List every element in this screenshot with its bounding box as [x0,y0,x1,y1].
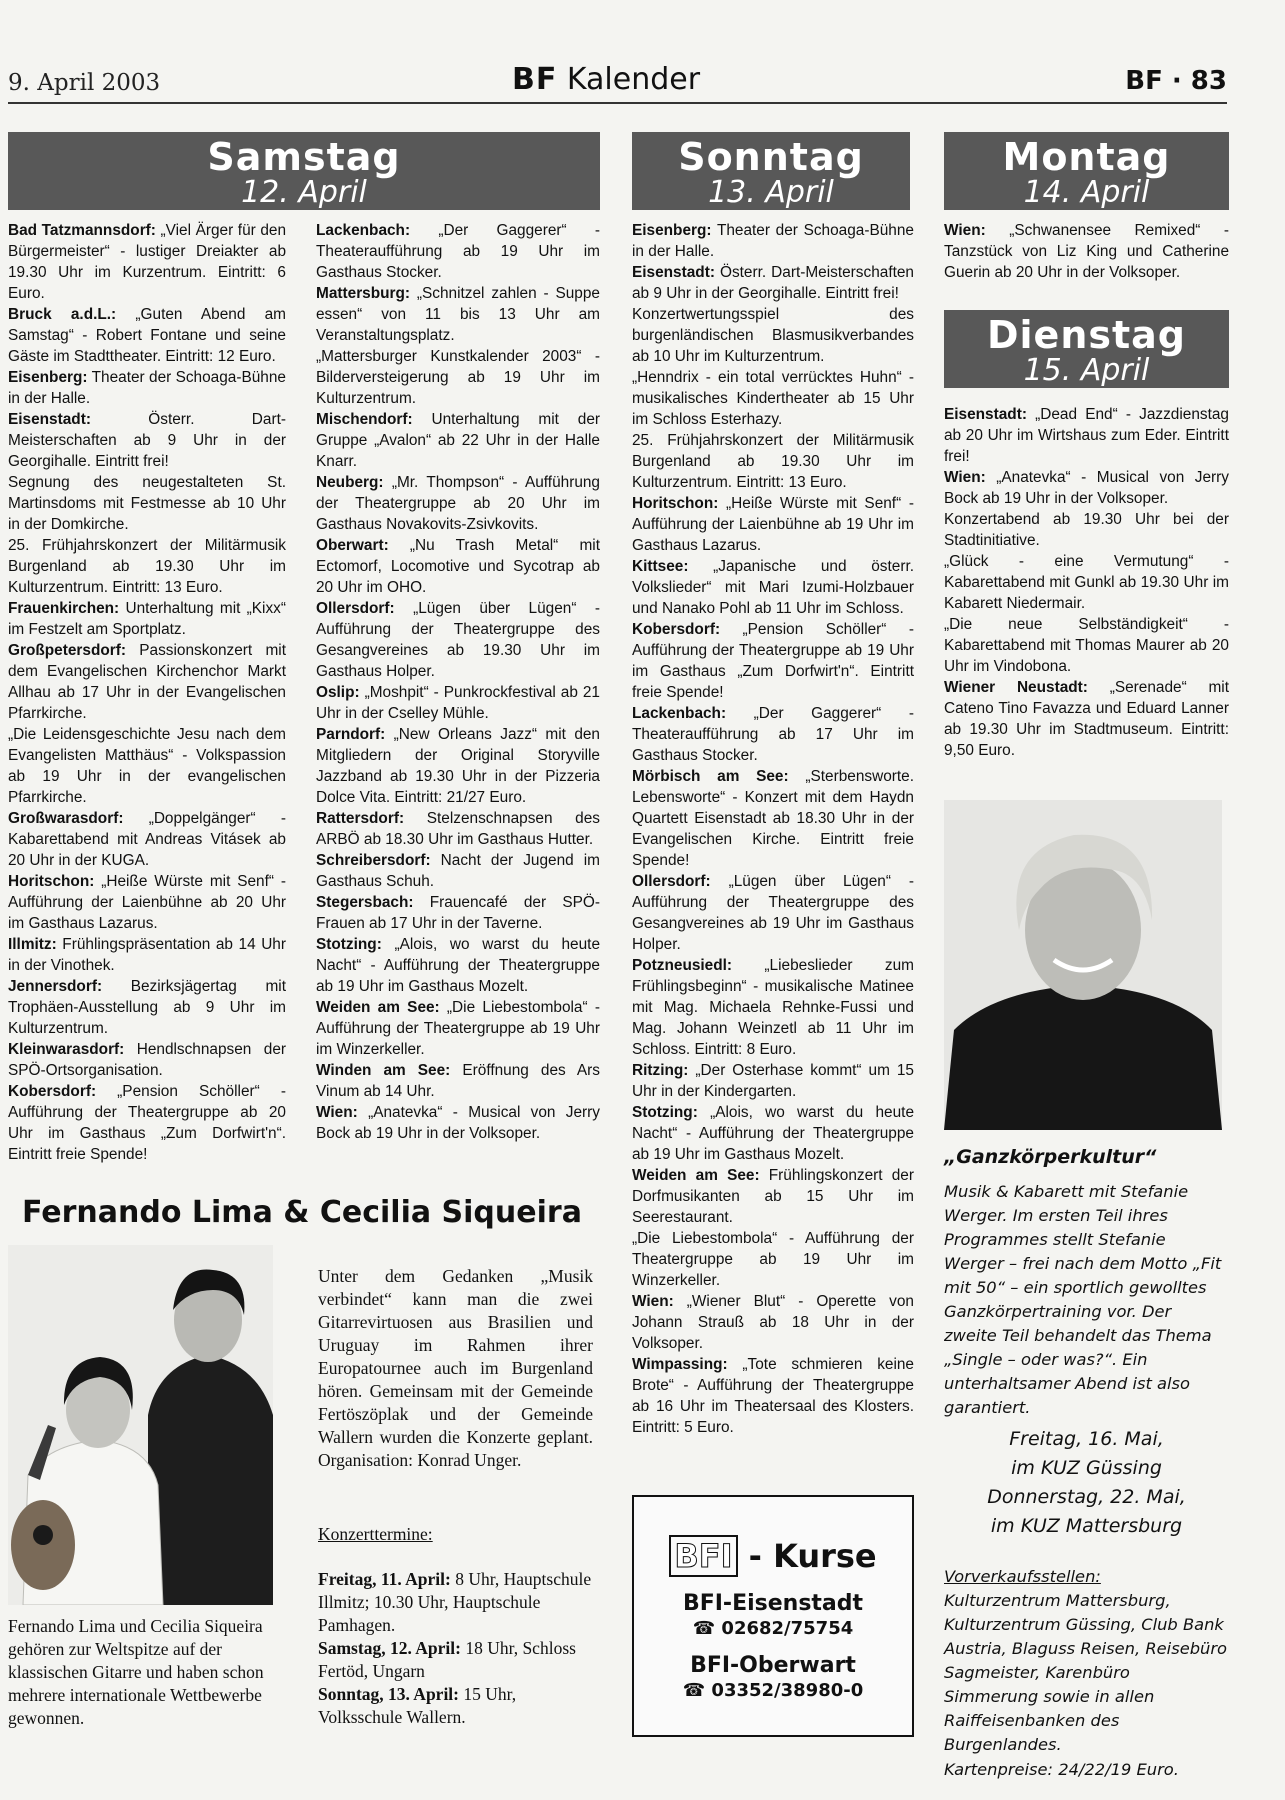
event-entry [632,1102,914,1165]
event-text: „Anatevka“ - Musical von Jerry Bock ab 19 Uhr in der Volksoper. [944,469,1229,507]
montag-events [944,220,1229,283]
event-entry [316,1102,600,1144]
feature-title: Fernando Lima & Cecilia Siqueira [22,1195,582,1230]
event-text: Hendlschnapsen der SPÖ-Ortsorganisation. [8,1041,286,1079]
werger-text: Musik & Kabarett mit Stefanie Werger. Im ersten Teil ihres Programmes stellt Stefanie Werger – frei nach dem Motto „Fit mit 50“ – ein sportlich gewolltes Ganzkörpertraining vor. Der zweite Teil behandelt das Thema „Single – oder was?“. Ein unterhaltsamer Abend ist also garantiert. [944,1182,1222,1417]
event-place: Mischendorf: [316,411,413,428]
day-header-montag [944,132,1229,210]
event-text: „Japanische und österr. Volkslieder“ mit Mari Izumi-Holzbauer und Nanako Pohl ab 11 Uhr im Schloss. [632,558,914,617]
event-text: „Alois, wo warst du heute Nacht“ - Aufführung der Theatergruppe ab 19 Uhr im Gasthaus Mozelt. [632,1104,914,1163]
event-text: „Pension Schöller“ -Aufführung der Theatergruppe ab 19 Uhr im Gasthaus „Zum Dorfwirt'n“. Eintritt freie Spende! [632,621,914,701]
event-text: Bezirksjägertag mit Trophäen-Ausstellung ab 9 Uhr im Kulturzentrum. [8,978,286,1037]
event-text: „Henndrix - ein total verrücktes Huhn“ - musikalisches Kindertheater ab 15 Uhr im Schloss Esterhazy. [632,369,914,428]
event-entry [8,808,286,871]
event-text: „Guten Abend am Samstag“ - Robert Fontane und seine Gäste im Stadttheater. Eintritt: 12 Euro. [8,306,286,365]
event-entry [632,430,914,493]
event-place: Frauenkirchen: [8,600,120,617]
event-place: Oberwart: [316,537,389,554]
event-entry [632,619,914,703]
event-place: Eisenstadt: [632,264,715,281]
termin-text: 18 Uhr, Schloss Fertöd, Ungarn [318,1638,576,1681]
event-entry [632,262,914,304]
event-place: Wien: [944,222,986,239]
event-text: „Mr. Thompson“ - Aufführung der Theatergruppe ab 20 Uhr im Gasthaus Novakovits-Zsivkovits. [316,474,600,533]
ticket-prices: Kartenpreise: 24/22/19 Euro. [944,1760,1179,1779]
event-entry [944,677,1229,761]
phone-number: 02682/75754 [721,1618,854,1639]
event-entry [632,703,914,766]
event-entry [632,367,914,430]
event-entry [8,1039,286,1081]
bfi-title: - Kurse [737,1537,877,1575]
event-place: Mattersburg: [316,285,411,302]
termin-text: 15 Uhr, Volksschule Wallern. [318,1684,517,1727]
event-entry [8,724,286,808]
date-1: Freitag, 16. Mai, [1009,1428,1164,1450]
event-place: Kobersdorf: [632,621,721,638]
event-text: „Schnitzel zahlen - Suppe essen“ von 11 bis 13 Uhr am Veranstaltungsplatz. [316,285,600,344]
event-entry [316,472,600,535]
event-place: Horitschon: [632,495,719,512]
event-text: „Sterbensworte. Lebensworte“ - Konzert mit dem Haydn Quartett Eisenstadt ab 18.30 Uhr in der Evangelischen Kirche. Eintritt freie Spende! [632,768,914,869]
section-logo [512,62,700,97]
event-text: „Heiße Würste mit Senf“ - Aufführung der Laienbühne ab 19 Uhr im Gasthaus Lazarus. [632,495,914,554]
event-place: Winden am See: [316,1062,451,1079]
konzerttermine-heading: Konzerttermine: [318,1524,433,1544]
event-place: Wiener Neustadt: [944,679,1088,696]
day-name: Dienstag [986,313,1187,357]
event-text: „Alois, wo warst du heute Nacht“ - Aufführung der Theatergruppe ab 19 Uhr im Gasthaus Mozelt. [316,936,600,995]
event-entry [8,367,286,409]
event-text: „Nu Trash Metal“ mit Ectomorf, Locomotive und Sycotrap ab 20 Uhr im OHO. [316,537,600,596]
event-place: Eisenstadt: [8,411,91,428]
event-text: „Doppelgänger“ - Kabarettabend mit Andreas Vitásek ab 20 Uhr in der KUGA. [8,810,286,869]
event-entry [316,1060,600,1102]
werger-photo [944,800,1222,1130]
event-entry [632,1060,914,1102]
event-text: „Der Osterhase kommt“ um 15 Uhr in der Kindergarten. [632,1062,914,1100]
event-place: Kittsee: [632,558,689,575]
event-place: Großpetersdorf: [8,642,126,659]
event-text: Frühlingskonzert der Dorfmusikanten ab 15 Uhr im Seerestaurant. [632,1167,914,1226]
event-entry [944,404,1229,467]
logo-bf: BF [512,62,558,97]
day-header-sonntag [632,132,910,210]
dienstag-events [944,404,1229,761]
photo-caption: Fernando Lima und Cecilia Siqueira gehören zur Weltspitze auf der klassischen Gitarre und haben schon mehrere internationale Wettbewerbe gewonnen. [8,1616,264,1728]
event-entry [316,220,600,283]
date-2: Donnerstag, 22. Mai, [987,1486,1186,1508]
bfi-location-2: BFI-Oberwart [690,1653,856,1678]
event-text: „Viel Ärger für den Bürgermeister“ - lustiger Dreiakter ab 19.30 Uhr im Kurzentrum. Eintritt: 6 Euro. [8,222,287,302]
konzert-termin [318,1568,593,1637]
event-text: 25. Frühjahrskonzert der Militärmusik Burgenland ab 19.30 Uhr im Kulturzentrum. Eintritt: 13 Euro. [632,432,914,491]
event-place: Bruck a.d.L.: [8,306,117,323]
vvk-list: Kulturzentrum Mattersburg, Kulturzentrum Güssing, Club Bank Austria, Blaguss Reisen, Reisebüro Sagmeister, Karenbüro Simmerung sowie in allen Raiffeisenbanken des Burgenlandes. [944,1591,1228,1754]
event-entry [632,304,914,367]
event-entry [632,1228,914,1291]
musicians-illustration [8,1245,273,1605]
event-place: Oslip: [316,684,360,701]
event-entry [8,976,286,1039]
event-text: „Tote schmieren keine Brote“ - Aufführung der Theatergruppe ab 16 Uhr im Theatersaal des Klosters. Eintritt: 5 Euro. [632,1356,914,1436]
event-place: Kobersdorf: [8,1083,97,1100]
event-entry [8,220,286,304]
event-text: „Anatevka“ - Musical von Jerry Bock ab 19 Uhr in der Volksoper. [316,1104,600,1142]
feature-intro: Unter dem Gedanken „Musik verbindet“ kann man die zwei Gitarrevirtuosen aus Brasilien und Uruguay im Rahmen ihrer Europatournee auch im Burgenland hören. Gemeinsam mit der Gemeinde Fertöszöplak und der Gemeinde Wallern wurden die Konzerte geplant. Organisation: Konrad Unger. [318,1266,593,1470]
event-entry [8,871,286,934]
event-entry [632,1291,914,1354]
event-entry [632,766,914,871]
event-text: Passionskonzert mit dem Evangelischen Kirchenchor Markt Allhau ab 17 Uhr in der Evangelischen Pfarrkirche. [8,642,286,722]
bfi-kurse-ad [632,1495,914,1737]
event-text: „Heiße Würste mit Senf“ - Aufführung der Laienbühne ab 20 Uhr im Gasthaus Lazarus. [8,873,286,932]
event-entry [316,682,600,724]
day-date: 13. April [708,175,834,210]
samstag-events-col2 [316,220,600,1144]
event-place: Potzneusiedl: [632,957,733,974]
konzert-termin [318,1683,593,1729]
event-entry [316,892,600,934]
event-place: Ritzing: [632,1062,689,1079]
event-place: Rattersdorf: [316,810,405,827]
event-text: „Die neue Selbständigkeit“ - Kabarettabend mit Thomas Maurer ab 20 Uhr im Vindobona. [944,616,1229,675]
event-place: Stotzing: [632,1104,698,1121]
event-entry [944,220,1229,283]
samstag-events-col1 [8,220,286,1165]
termin-date: Freitag, 11. April: [318,1569,451,1589]
event-text: „Lügen über Lügen“ - Aufführung der Theatergruppe des Gesangvereines ab 19 Uhr im Gasthaus Holper. [632,873,914,953]
event-text: „Lügen über Lügen“ - Aufführung der Theatergruppe des Gesangvereines ab 19.30 Uhr im Gasthaus Holper. [316,600,600,680]
event-text: Eröffnung des Ars Vinum ab 14 Uhr. [316,1062,600,1100]
event-text: Theater der Schoaga-Bühne in der Halle. [632,222,914,260]
day-header-dienstag [944,310,1229,388]
event-text: Stelzenschnapsen des ARBÖ ab 18.30 Uhr im Gasthaus Hutter. [316,810,600,848]
event-place: Eisenberg: [632,222,712,239]
werger-dates [944,1425,1229,1541]
event-text: Konzertwertungsspiel des burgenländischen Blasmusikverbandes ab 10 Uhr im Kulturzentrum. [632,306,914,365]
event-entry [316,724,600,808]
event-text: Konzertabend ab 19.30 Uhr bei der Stadtinitiative. [944,511,1229,549]
event-place: Lackenbach: [316,222,411,239]
event-place: Bad Tatzmannsdorf: [8,222,156,239]
event-text: Unterhaltung mit der Gruppe „Avalon“ ab 22 Uhr in der Halle Knarr. [316,411,600,470]
event-entry [8,934,286,976]
event-text: „Mattersburger Kunstkalender 2003“ - Bilderversteigerung ab 19 Uhr im Kulturzentrum. [316,348,600,407]
event-place: Wien: [316,1104,358,1121]
event-text: Segnung des neugestalteten St. Martinsdoms mit Festmesse ab 10 Uhr in der Domkirche. [8,474,286,533]
event-text: „Glück - eine Vermutung“ - Kabarettabend mit Gunkl ab 19.30 Uhr im Kabarett Niedermair. [944,553,1229,612]
event-entry [632,955,914,1060]
event-entry [944,467,1229,509]
event-entry [316,409,600,472]
event-entry [316,598,600,682]
event-entry [8,1081,286,1165]
venue-2: im KUZ Mattersburg [990,1515,1183,1537]
event-entry [8,640,286,724]
header-rule [8,102,1227,104]
event-text: Frühlingspräsentation ab 14 Uhr in der Vinothek. [8,936,286,974]
day-date: 14. April [1023,175,1150,210]
termin-date: Sonntag, 13. April: [318,1684,459,1704]
event-text: „Schwanensee Remixed“ - Tanzstück von Liz King und Catherine Guerin ab 20 Uhr in der Volksoper. [944,222,1229,281]
event-text: „Die Liebestombola“ - Aufführung der Theatergruppe ab 19 Uhr im Winzerkeller. [316,999,600,1058]
werger-title: „Ganzkörperkultur“ [944,1146,1157,1168]
event-entry [316,346,600,409]
event-entry [944,551,1229,614]
event-entry [316,997,600,1060]
event-place: Großwarasdorf: [8,810,124,827]
event-place: Eisenberg: [8,369,88,386]
event-text: „Die Leidensgeschichte Jesu nach dem Evangelisten Matthäus“ - Volkspassion ab 19 Uhr in der evangelischen Pfarrkirche. [8,726,286,806]
event-place: Ollersdorf: [632,873,711,890]
event-text: „Der Gaggerer“ - Theateraufführung ab 17 Uhr im Gasthaus Stocker. [632,705,914,764]
event-text: Nacht der Jugend im Gasthaus Schuh. [316,852,600,890]
event-place: Jennersdorf: [8,978,103,995]
event-place: Mörbisch am See: [632,768,789,785]
termin-text: 8 Uhr, Hauptschule Illmitz; 10.30 Uhr, Hauptschule Pamhagen. [318,1569,592,1635]
event-text: „Pension Schöller“ -Aufführung der Theatergruppe ab 20 Uhr im Gasthaus „Zum Dorfwirt'n“. Eintritt freie Spende! [8,1083,286,1163]
event-entry [316,850,600,892]
day-name: Montag [1002,135,1171,179]
phone-icon: ☎ [692,1618,722,1639]
event-place: Parndorf: [316,726,386,743]
event-entry [8,598,286,640]
event-entry [632,1354,914,1438]
event-entry [8,304,286,367]
event-entry [316,934,600,997]
event-place: Eisenstadt: [944,406,1027,423]
bfi-location-1: BFI-Eisenstadt [682,1591,864,1616]
event-entry [8,472,286,535]
event-text: Österr. Dart-Meisterschaften ab 9 Uhr in der Georgihalle. Eintritt frei! [632,264,914,302]
event-place: Wien: [632,1293,674,1310]
event-text: Österr. Dart-Meisterschaften ab 9 Uhr in der Georgihalle. Eintritt frei! [8,411,286,470]
venue-1: im KUZ Güssing [1011,1457,1162,1479]
event-entry [632,556,914,619]
event-entry [316,535,600,598]
musicians-photo [8,1245,273,1605]
event-entry [632,1165,914,1228]
event-place: Wimpassing: [632,1356,728,1373]
page-number: BF · 83 [1125,66,1227,96]
sonntag-events [632,220,914,1438]
day-date: 12. April [241,175,367,210]
termin-date: Samstag, 12. April: [318,1638,461,1658]
event-place: Wien: [944,469,986,486]
event-entry [8,409,286,472]
event-text: Frauencafé der SPÖ-Frauen ab 17 Uhr in der Taverne. [316,894,600,932]
event-place: Weiden am See: [316,999,440,1016]
event-entry [316,283,600,346]
event-place: Stotzing: [316,936,382,953]
event-place: Lackenbach: [632,705,727,722]
bfi-phone-1 [634,1618,912,1639]
event-text: Unterhaltung mit „Kixx“ im Festzelt am Sportplatz. [8,600,286,638]
bfi-heading [634,1537,912,1575]
day-header-samstag [8,132,600,210]
phone-number: 03352/38980-0 [711,1680,864,1701]
event-text: Theater der Schoaga-Bühne in der Halle. [8,369,286,407]
event-entry [632,493,914,556]
bfi-phone-2 [634,1680,912,1701]
event-place: Illmitz: [8,936,57,953]
event-entry [316,808,600,850]
event-place: Schreibersdorf: [316,852,431,869]
event-place: Kleinwarasdorf: [8,1041,125,1058]
event-entry [632,871,914,955]
vvk-heading: Vorverkaufsstellen: [944,1567,1101,1586]
event-text: „Liebeslieder zum Frühlingsbeginn“ - musikalische Matinee mit Mag. Michaela Rehnke-Fussi und Mag. Johann Weinzetl ab 11 Uhr im Schloss. Eintritt: 8 Euro. [632,957,914,1058]
event-text: „New Orleans Jazz“ mit den Mitgliedern der Original Storyville Jazzband ab 19.30 Uhr in der Pizzeria Dolce Vita. Eintritt: 21/27 Euro. [316,726,600,806]
day-date: 15. April [1023,353,1150,388]
portrait-illustration [944,800,1222,1130]
event-text: 25. Frühjahrskonzert der Militärmusik Burgenland ab 19.30 Uhr im Kulturzentrum. Eintritt: 13 Euro. [8,537,286,596]
event-place: Horitschon: [8,873,95,890]
day-name: Sonntag [678,135,864,179]
event-entry [944,614,1229,677]
event-entry [944,509,1229,551]
event-text: „Die Liebestombola“ - Aufführung der Theatergruppe ab 19 Uhr im Winzerkeller. [632,1230,914,1289]
event-place: Stegersbach: [316,894,414,911]
event-text: „Dead End“ - Jazzdienstag ab 20 Uhr im Wirtshaus zum Eder. Eintritt frei! [944,406,1229,465]
bfi-logo: BFI [669,1535,737,1577]
event-place: Ollersdorf: [316,600,395,617]
event-text: „Wiener Blut“ - Operette von Johann Strauß ab 18 Uhr in der Volksoper. [632,1293,914,1352]
konzerttermine-list [318,1568,593,1729]
event-text: „Serenade“ mit Cateno Tino Favazza und Eduard Lanner ab 19.30 Uhr im Stadtmuseum. Eintritt: 9,50 Euro. [944,679,1229,759]
event-text: „Moshpit“ - Punkrockfestival ab 21 Uhr in der Cselley Mühle. [316,684,600,722]
event-place: Weiden am See: [632,1167,760,1184]
phone-icon: ☎ [682,1680,712,1701]
event-text: „Der Gaggerer“ - Theateraufführung ab 19 Uhr im Gasthaus Stocker. [316,222,600,281]
event-entry [632,220,914,262]
event-place: Neuberg: [316,474,384,491]
logo-kalender: Kalender [557,62,701,97]
issue-date: 9. April 2003 [8,70,161,96]
event-entry [8,535,286,598]
day-name: Samstag [207,135,401,179]
konzert-termin [318,1637,593,1683]
